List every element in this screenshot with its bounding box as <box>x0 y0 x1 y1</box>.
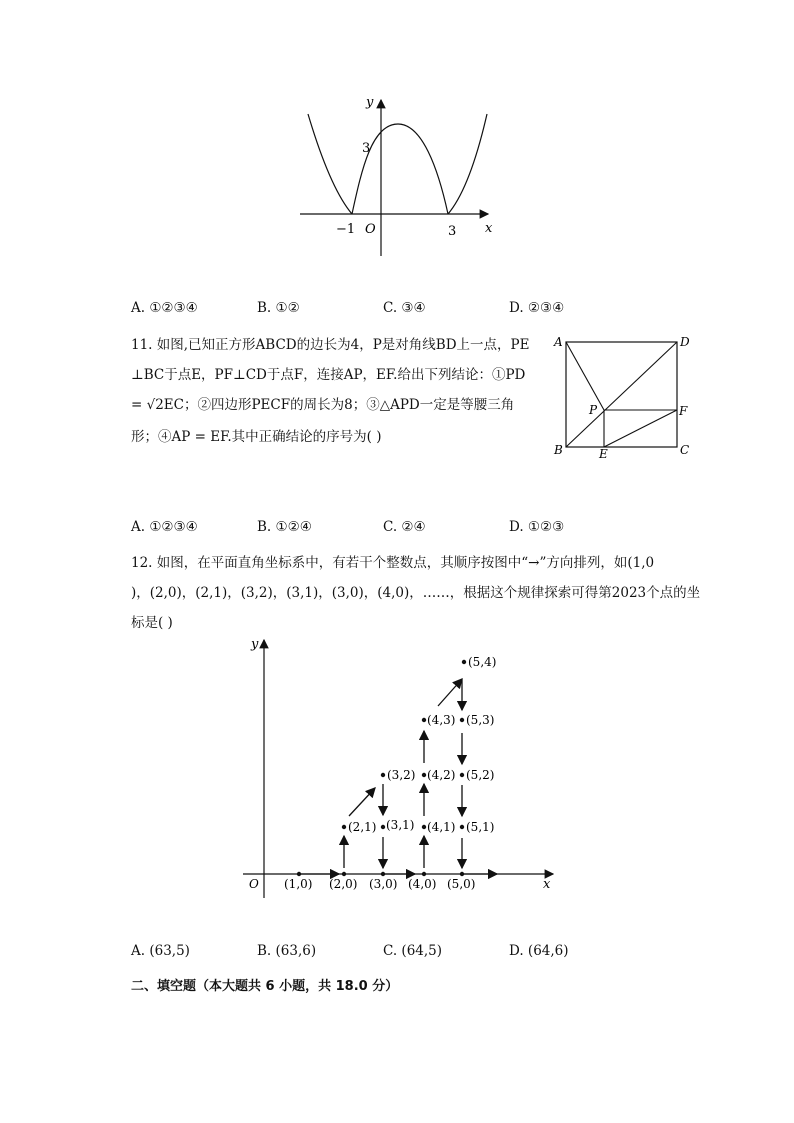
y-axis-label: y <box>366 95 374 110</box>
q11-option-b[interactable]: B. ①②④ <box>257 519 312 535</box>
q11-text-line3: = √2EC；②四边形PECF的周长为8；③△APD一定是等腰三角 <box>131 397 515 413</box>
label-4-3: (4,3) <box>427 713 456 727</box>
point-5-1 <box>460 825 464 829</box>
label-d: D <box>680 335 690 349</box>
label-3-0: (3,0) <box>369 877 398 891</box>
q11-text-line4: 形；④AP = EF.其中正确结论的序号为( ) <box>131 429 382 445</box>
label-b: B <box>554 443 563 457</box>
point-5-0 <box>460 872 464 876</box>
q11-text-line2: ⊥BC于点E，PF⊥CD于点F，连接AP，EF.给出下列结论：①PD <box>131 367 526 383</box>
label-2-1: (2,1) <box>348 820 377 834</box>
label-4-0: (4,0) <box>408 877 437 891</box>
point-3-2 <box>381 773 385 777</box>
y-axis-label: y <box>251 637 259 652</box>
point-4-0 <box>422 872 426 876</box>
point-2-0 <box>342 872 346 876</box>
label-3-1: (3,1) <box>386 818 415 832</box>
label-3-2: (3,2) <box>387 768 416 782</box>
x-axis-label: x <box>485 221 493 236</box>
q10-option-b[interactable]: B. ①② <box>257 300 300 316</box>
label-5-4: (5,4) <box>468 655 497 669</box>
point-3-0 <box>381 872 385 876</box>
function-graph <box>290 88 505 263</box>
label-a: A <box>554 335 563 349</box>
point-4-2 <box>422 773 426 777</box>
curve-hump <box>352 124 448 214</box>
lattice-figure <box>235 632 565 902</box>
point-4-3 <box>422 718 426 722</box>
q12-option-b[interactable]: B. (63,6) <box>257 943 317 959</box>
q10-option-c[interactable]: C. ③④ <box>383 300 426 316</box>
label-5-1: (5,1) <box>466 820 495 834</box>
label-c: C <box>680 443 690 457</box>
point-5-3 <box>460 718 464 722</box>
q12-text-line2: )，(2,0)，(2,1)，(3,2)，(3,1)，(3,0)，(4,0)，……，根据这个规律探索可得第2023个点的坐 <box>131 585 701 601</box>
curve-right-arm <box>448 114 487 214</box>
curve-left-arm <box>308 114 352 214</box>
arrow-21-32 <box>349 788 375 816</box>
label-5-0: (5,0) <box>447 877 476 891</box>
point-1-0 <box>297 872 301 876</box>
q11-option-c[interactable]: C. ②④ <box>383 519 426 535</box>
label-2-0: (2,0) <box>329 877 358 891</box>
label-f: F <box>679 404 688 418</box>
point-5-4 <box>462 660 466 664</box>
q11-option-d[interactable]: D. ①②③ <box>509 519 565 535</box>
origin-label: O <box>249 877 259 891</box>
segment-ap <box>566 342 604 410</box>
q11-text-line1: 11. 如图,已知正方形ABCD的边长为4，P是对角线BD上一点，PE <box>131 337 530 353</box>
diagonal-bd <box>566 342 677 447</box>
q12-option-d[interactable]: D. (64,6) <box>509 943 569 959</box>
q12-text-line1: 12. 如图，在平面直角坐标系中，有若干个整数点，其顺序按图中“→”方向排列，如(1,0 <box>131 555 655 571</box>
q12-option-a[interactable]: A. (63,5) <box>131 943 190 959</box>
q12-text-line3: 标是( ) <box>131 615 173 631</box>
point-4-1 <box>422 825 426 829</box>
segment-ef <box>604 410 677 447</box>
label-p: P <box>589 403 598 417</box>
origin-label: O <box>365 222 376 237</box>
point-2-1 <box>342 825 346 829</box>
label-5-2: (5,2) <box>466 768 495 782</box>
point-5-2 <box>460 773 464 777</box>
q11-option-a[interactable]: A. ①②③④ <box>131 519 198 535</box>
square-figure <box>550 330 700 462</box>
label-1-0: (1,0) <box>284 877 313 891</box>
x-axis-label: x <box>543 877 551 892</box>
root-neg1-label: −1 <box>336 222 356 237</box>
label-e: E <box>599 447 608 461</box>
section-heading: 二、填空题（本大题共 6 小题，共 18.0 分） <box>131 979 399 994</box>
q10-option-a[interactable]: A. ①②③④ <box>131 300 198 316</box>
label-4-1: (4,1) <box>427 820 456 834</box>
y-intercept-label: 3 <box>362 141 371 156</box>
q12-option-c[interactable]: C. (64,5) <box>383 943 443 959</box>
q10-option-d[interactable]: D. ②③④ <box>509 300 565 316</box>
label-5-3: (5,3) <box>466 713 495 727</box>
label-4-2: (4,2) <box>427 768 456 782</box>
arrow-43-54 <box>438 679 462 706</box>
point-3-1 <box>381 825 385 829</box>
root-3-label: 3 <box>448 224 457 239</box>
